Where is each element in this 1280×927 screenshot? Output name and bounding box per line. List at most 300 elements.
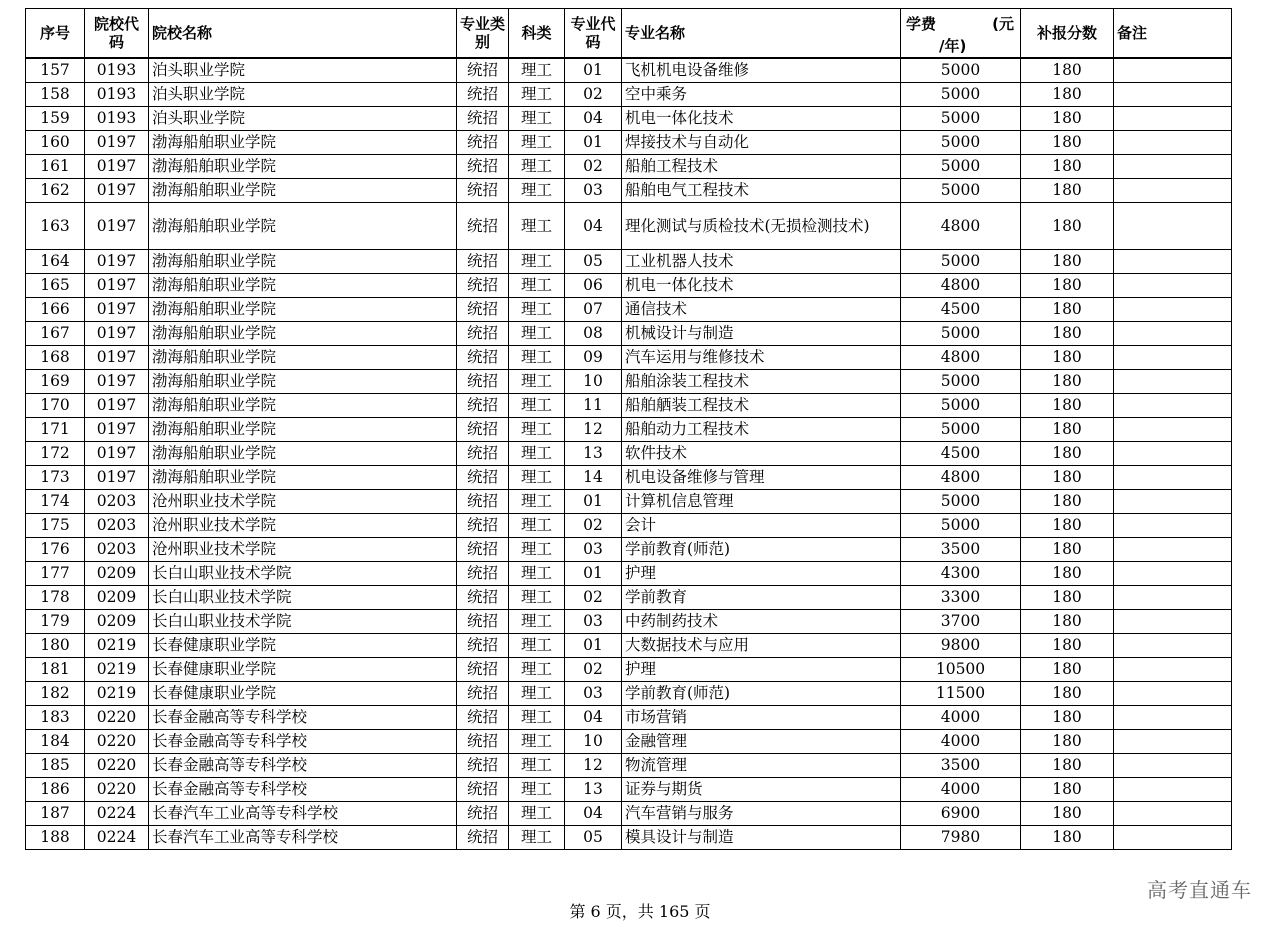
cell-school-name: 长春金融高等专科学校 (149, 754, 457, 778)
cell-score: 180 (1021, 298, 1114, 322)
table-row (26, 610, 1232, 634)
cell-school-code: 0197 (85, 346, 149, 370)
cell-school-name: 渤海船舶职业学院 (149, 250, 457, 274)
cell-note (1114, 490, 1232, 514)
cell-major-code: 05 (565, 826, 622, 850)
cell-school-code: 0197 (85, 418, 149, 442)
cell-major-code: 03 (565, 682, 622, 706)
cell-subject: 理工 (509, 802, 565, 826)
cell-index: 158 (26, 83, 85, 107)
table-row (26, 83, 1232, 107)
cell-subject: 理工 (509, 538, 565, 562)
table-row (26, 131, 1232, 155)
cell-school-name: 渤海船舶职业学院 (149, 418, 457, 442)
cell-major-name: 汽车营销与服务 (622, 802, 901, 826)
cell-note (1114, 802, 1232, 826)
cell-score: 180 (1021, 730, 1114, 754)
cell-score: 180 (1021, 346, 1114, 370)
cell-school-code: 0203 (85, 538, 149, 562)
cell-school-name: 渤海船舶职业学院 (149, 370, 457, 394)
cell-note (1114, 83, 1232, 107)
cell-fee: 7980 (901, 826, 1021, 850)
cell-major-type: 统招 (457, 586, 509, 610)
cell-fee: 4800 (901, 274, 1021, 298)
cell-fee: 5000 (901, 107, 1021, 131)
header-index: 序号 (26, 9, 85, 59)
cell-index: 173 (26, 466, 85, 490)
cell-index: 168 (26, 346, 85, 370)
cell-fee: 4500 (901, 442, 1021, 466)
cell-note (1114, 754, 1232, 778)
cell-index: 167 (26, 322, 85, 346)
cell-index: 186 (26, 778, 85, 802)
cell-subject: 理工 (509, 274, 565, 298)
cell-major-name: 工业机器人技术 (622, 250, 901, 274)
header-fee-unit-a: (元 (992, 15, 1014, 33)
cell-major-code: 10 (565, 370, 622, 394)
cell-subject: 理工 (509, 754, 565, 778)
cell-major-name: 机电设备维修与管理 (622, 466, 901, 490)
cell-score: 180 (1021, 394, 1114, 418)
watermark: 高考直通车 (1147, 878, 1252, 902)
cell-school-code: 0203 (85, 490, 149, 514)
cell-school-code: 0197 (85, 322, 149, 346)
cell-school-code: 0197 (85, 131, 149, 155)
cell-major-type: 统招 (457, 370, 509, 394)
cell-major-type: 统招 (457, 298, 509, 322)
cell-major-type: 统招 (457, 538, 509, 562)
cell-fee: 5000 (901, 83, 1021, 107)
cell-major-name: 学前教育(师范) (622, 538, 901, 562)
cell-subject: 理工 (509, 107, 565, 131)
table-row (26, 730, 1232, 754)
cell-school-name: 沧州职业技术学院 (149, 514, 457, 538)
cell-subject: 理工 (509, 250, 565, 274)
cell-fee: 4800 (901, 203, 1021, 250)
cell-subject: 理工 (509, 155, 565, 179)
admission-table (25, 8, 1232, 850)
cell-major-type: 统招 (457, 610, 509, 634)
cell-major-type: 统招 (457, 155, 509, 179)
cell-school-name: 长白山职业技术学院 (149, 562, 457, 586)
cell-school-code: 0197 (85, 442, 149, 466)
cell-school-code: 0197 (85, 155, 149, 179)
cell-school-name: 渤海船舶职业学院 (149, 442, 457, 466)
cell-major-code: 01 (565, 634, 622, 658)
cell-note (1114, 466, 1232, 490)
cell-school-code: 0220 (85, 730, 149, 754)
cell-major-code: 11 (565, 394, 622, 418)
cell-score: 180 (1021, 538, 1114, 562)
header-major-type: 专业类别 (457, 9, 509, 59)
cell-major-type: 统招 (457, 203, 509, 250)
cell-major-type: 统招 (457, 802, 509, 826)
cell-school-code: 0209 (85, 586, 149, 610)
cell-note (1114, 131, 1232, 155)
table-row (26, 58, 1232, 83)
cell-index: 182 (26, 682, 85, 706)
cell-score: 180 (1021, 155, 1114, 179)
cell-note (1114, 634, 1232, 658)
cell-major-type: 统招 (457, 418, 509, 442)
table-row (26, 562, 1232, 586)
cell-major-type: 统招 (457, 131, 509, 155)
cell-subject: 理工 (509, 83, 565, 107)
table-row (26, 394, 1232, 418)
cell-school-code: 0197 (85, 370, 149, 394)
cell-index: 170 (26, 394, 85, 418)
cell-index: 178 (26, 586, 85, 610)
cell-subject: 理工 (509, 658, 565, 682)
cell-fee: 5000 (901, 394, 1021, 418)
cell-major-type: 统招 (457, 466, 509, 490)
cell-subject: 理工 (509, 466, 565, 490)
header-major-code: 专业代码 (565, 9, 622, 59)
cell-school-name: 泊头职业学院 (149, 83, 457, 107)
table-row (26, 298, 1232, 322)
cell-score: 180 (1021, 634, 1114, 658)
cell-subject: 理工 (509, 58, 565, 83)
table-body (26, 58, 1232, 850)
cell-school-name: 长春金融高等专科学校 (149, 730, 457, 754)
cell-fee: 11500 (901, 682, 1021, 706)
cell-major-code: 01 (565, 490, 622, 514)
cell-fee: 5000 (901, 418, 1021, 442)
cell-major-type: 统招 (457, 730, 509, 754)
cell-score: 180 (1021, 826, 1114, 850)
cell-school-code: 0197 (85, 203, 149, 250)
table-row (26, 418, 1232, 442)
cell-index: 172 (26, 442, 85, 466)
cell-major-name: 船舶工程技术 (622, 155, 901, 179)
cell-score: 180 (1021, 250, 1114, 274)
cell-score: 180 (1021, 83, 1114, 107)
cell-school-code: 0197 (85, 394, 149, 418)
cell-index: 179 (26, 610, 85, 634)
cell-major-code: 02 (565, 514, 622, 538)
table-row (26, 179, 1232, 203)
cell-school-code: 0197 (85, 466, 149, 490)
cell-major-type: 统招 (457, 778, 509, 802)
cell-school-name: 渤海船舶职业学院 (149, 203, 457, 250)
cell-score: 180 (1021, 58, 1114, 83)
cell-score: 180 (1021, 442, 1114, 466)
cell-major-type: 统招 (457, 107, 509, 131)
cell-school-name: 渤海船舶职业学院 (149, 466, 457, 490)
cell-index: 159 (26, 107, 85, 131)
cell-major-code: 02 (565, 586, 622, 610)
cell-score: 180 (1021, 754, 1114, 778)
cell-note (1114, 274, 1232, 298)
cell-fee: 3500 (901, 754, 1021, 778)
cell-major-type: 统招 (457, 658, 509, 682)
table-row (26, 107, 1232, 131)
table-row (26, 490, 1232, 514)
table-row (26, 754, 1232, 778)
cell-major-type: 统招 (457, 322, 509, 346)
table-row (26, 346, 1232, 370)
cell-major-code: 04 (565, 107, 622, 131)
cell-school-code: 0220 (85, 754, 149, 778)
cell-subject: 理工 (509, 730, 565, 754)
cell-major-name: 学前教育(师范) (622, 682, 901, 706)
cell-fee: 4000 (901, 730, 1021, 754)
cell-school-code: 0224 (85, 802, 149, 826)
cell-index: 171 (26, 418, 85, 442)
cell-note (1114, 778, 1232, 802)
cell-major-code: 12 (565, 754, 622, 778)
cell-major-name: 理化测试与质检技术(无损检测技术) (622, 203, 901, 250)
cell-major-type: 统招 (457, 442, 509, 466)
cell-subject: 理工 (509, 490, 565, 514)
cell-school-name: 渤海船舶职业学院 (149, 131, 457, 155)
cell-major-type: 统招 (457, 179, 509, 203)
cell-score: 180 (1021, 490, 1114, 514)
cell-score: 180 (1021, 514, 1114, 538)
cell-fee: 5000 (901, 250, 1021, 274)
cell-school-name: 渤海船舶职业学院 (149, 274, 457, 298)
cell-score: 180 (1021, 131, 1114, 155)
table-row (26, 466, 1232, 490)
header-score: 补报分数 (1021, 9, 1114, 59)
cell-major-name: 机械设计与制造 (622, 322, 901, 346)
cell-note (1114, 682, 1232, 706)
cell-index: 181 (26, 658, 85, 682)
table-header (26, 9, 1232, 59)
header-school-name: 院校名称 (149, 9, 457, 59)
cell-score: 180 (1021, 562, 1114, 586)
cell-subject: 理工 (509, 394, 565, 418)
cell-note (1114, 826, 1232, 850)
cell-major-name: 学前教育 (622, 586, 901, 610)
cell-fee: 4500 (901, 298, 1021, 322)
cell-school-name: 长春汽车工业高等专科学校 (149, 826, 457, 850)
cell-school-name: 长春健康职业学院 (149, 658, 457, 682)
cell-fee: 5000 (901, 370, 1021, 394)
cell-major-name: 护理 (622, 658, 901, 682)
table-row (26, 274, 1232, 298)
cell-index: 164 (26, 250, 85, 274)
cell-subject: 理工 (509, 562, 565, 586)
cell-school-code: 0209 (85, 562, 149, 586)
cell-subject: 理工 (509, 370, 565, 394)
cell-school-name: 长春健康职业学院 (149, 634, 457, 658)
cell-major-name: 软件技术 (622, 442, 901, 466)
cell-subject: 理工 (509, 442, 565, 466)
cell-school-name: 渤海船舶职业学院 (149, 179, 457, 203)
cell-index: 188 (26, 826, 85, 850)
cell-school-code: 0193 (85, 58, 149, 83)
cell-index: 175 (26, 514, 85, 538)
cell-school-code: 0197 (85, 298, 149, 322)
cell-major-name: 物流管理 (622, 754, 901, 778)
cell-note (1114, 418, 1232, 442)
cell-major-code: 02 (565, 658, 622, 682)
cell-school-code: 0203 (85, 514, 149, 538)
cell-subject: 理工 (509, 586, 565, 610)
header-fee-label: 学费 (906, 15, 937, 33)
table-row (26, 538, 1232, 562)
cell-note (1114, 514, 1232, 538)
cell-school-name: 渤海船舶职业学院 (149, 322, 457, 346)
cell-score: 180 (1021, 179, 1114, 203)
cell-score: 180 (1021, 370, 1114, 394)
cell-major-name: 计算机信息管理 (622, 490, 901, 514)
cell-score: 180 (1021, 610, 1114, 634)
cell-index: 162 (26, 179, 85, 203)
cell-subject: 理工 (509, 778, 565, 802)
cell-major-code: 01 (565, 562, 622, 586)
cell-note (1114, 58, 1232, 83)
cell-school-code: 0220 (85, 706, 149, 730)
cell-index: 165 (26, 274, 85, 298)
cell-school-code: 0219 (85, 658, 149, 682)
cell-subject: 理工 (509, 322, 565, 346)
cell-fee: 5000 (901, 58, 1021, 83)
cell-subject: 理工 (509, 682, 565, 706)
table-row (26, 586, 1232, 610)
cell-score: 180 (1021, 418, 1114, 442)
cell-score: 180 (1021, 322, 1114, 346)
cell-subject: 理工 (509, 610, 565, 634)
cell-fee: 10500 (901, 658, 1021, 682)
cell-score: 180 (1021, 802, 1114, 826)
table-row (26, 658, 1232, 682)
cell-note (1114, 155, 1232, 179)
cell-major-type: 统招 (457, 83, 509, 107)
cell-note (1114, 346, 1232, 370)
cell-index: 180 (26, 634, 85, 658)
cell-school-code: 0193 (85, 83, 149, 107)
cell-major-code: 01 (565, 58, 622, 83)
cell-major-code: 04 (565, 203, 622, 250)
cell-fee: 5000 (901, 322, 1021, 346)
cell-score: 180 (1021, 586, 1114, 610)
header-fee-unit-b: /年) (939, 37, 967, 55)
table-row (26, 203, 1232, 250)
cell-major-name: 汽车运用与维修技术 (622, 346, 901, 370)
cell-fee: 5000 (901, 155, 1021, 179)
cell-index: 157 (26, 58, 85, 83)
cell-major-type: 统招 (457, 706, 509, 730)
cell-fee: 9800 (901, 634, 1021, 658)
cell-fee: 6900 (901, 802, 1021, 826)
cell-school-code: 0209 (85, 610, 149, 634)
cell-fee: 4800 (901, 346, 1021, 370)
cell-score: 180 (1021, 778, 1114, 802)
cell-index: 166 (26, 298, 85, 322)
cell-fee: 3700 (901, 610, 1021, 634)
cell-major-name: 船舶涂装工程技术 (622, 370, 901, 394)
header-school-code: 院校代码 (85, 9, 149, 59)
cell-major-name: 金融管理 (622, 730, 901, 754)
cell-major-name: 船舶舾装工程技术 (622, 394, 901, 418)
cell-major-code: 01 (565, 131, 622, 155)
table-row (26, 826, 1232, 850)
cell-index: 160 (26, 131, 85, 155)
cell-school-name: 长春健康职业学院 (149, 682, 457, 706)
cell-major-type: 统招 (457, 826, 509, 850)
cell-score: 180 (1021, 107, 1114, 131)
cell-major-code: 03 (565, 179, 622, 203)
page-footer: 第 6 页，共 165 页 (569, 902, 711, 921)
cell-fee: 5000 (901, 490, 1021, 514)
header-subject: 科类 (509, 9, 565, 59)
cell-subject: 理工 (509, 298, 565, 322)
cell-score: 180 (1021, 706, 1114, 730)
cell-score: 180 (1021, 466, 1114, 490)
cell-school-name: 渤海船舶职业学院 (149, 394, 457, 418)
table-row (26, 802, 1232, 826)
cell-fee: 5000 (901, 179, 1021, 203)
cell-major-type: 统招 (457, 754, 509, 778)
cell-major-name: 通信技术 (622, 298, 901, 322)
cell-index: 176 (26, 538, 85, 562)
cell-major-code: 02 (565, 83, 622, 107)
cell-note (1114, 107, 1232, 131)
header-fee (901, 9, 1021, 59)
cell-major-name: 护理 (622, 562, 901, 586)
table-row (26, 322, 1232, 346)
cell-index: 184 (26, 730, 85, 754)
cell-school-name: 泊头职业学院 (149, 107, 457, 131)
cell-fee: 4300 (901, 562, 1021, 586)
cell-major-type: 统招 (457, 634, 509, 658)
cell-school-name: 渤海船舶职业学院 (149, 346, 457, 370)
cell-index: 177 (26, 562, 85, 586)
cell-fee: 4800 (901, 466, 1021, 490)
cell-major-type: 统招 (457, 274, 509, 298)
cell-score: 180 (1021, 274, 1114, 298)
cell-school-code: 0219 (85, 634, 149, 658)
cell-major-code: 08 (565, 322, 622, 346)
cell-major-code: 14 (565, 466, 622, 490)
cell-fee: 4000 (901, 778, 1021, 802)
cell-fee: 5000 (901, 514, 1021, 538)
header-note: 备注 (1114, 9, 1232, 59)
cell-score: 180 (1021, 658, 1114, 682)
cell-major-code: 12 (565, 418, 622, 442)
cell-school-code: 0193 (85, 107, 149, 131)
cell-note (1114, 370, 1232, 394)
cell-subject: 理工 (509, 346, 565, 370)
cell-note (1114, 658, 1232, 682)
cell-major-name: 焊接技术与自动化 (622, 131, 901, 155)
cell-major-type: 统招 (457, 514, 509, 538)
cell-school-name: 长白山职业技术学院 (149, 610, 457, 634)
table-row (26, 634, 1232, 658)
cell-major-name: 模具设计与制造 (622, 826, 901, 850)
cell-school-code: 0224 (85, 826, 149, 850)
cell-note (1114, 203, 1232, 250)
cell-school-code: 0197 (85, 179, 149, 203)
table-row (26, 442, 1232, 466)
cell-subject: 理工 (509, 131, 565, 155)
cell-major-code: 05 (565, 250, 622, 274)
cell-major-type: 统招 (457, 682, 509, 706)
cell-major-name: 空中乘务 (622, 83, 901, 107)
cell-major-code: 09 (565, 346, 622, 370)
cell-school-code: 0219 (85, 682, 149, 706)
cell-major-name: 中药制药技术 (622, 610, 901, 634)
cell-major-name: 机电一体化技术 (622, 274, 901, 298)
cell-school-name: 沧州职业技术学院 (149, 538, 457, 562)
header-major-name: 专业名称 (622, 9, 901, 59)
cell-subject: 理工 (509, 514, 565, 538)
cell-fee: 3500 (901, 538, 1021, 562)
cell-major-code: 13 (565, 442, 622, 466)
cell-major-code: 13 (565, 778, 622, 802)
